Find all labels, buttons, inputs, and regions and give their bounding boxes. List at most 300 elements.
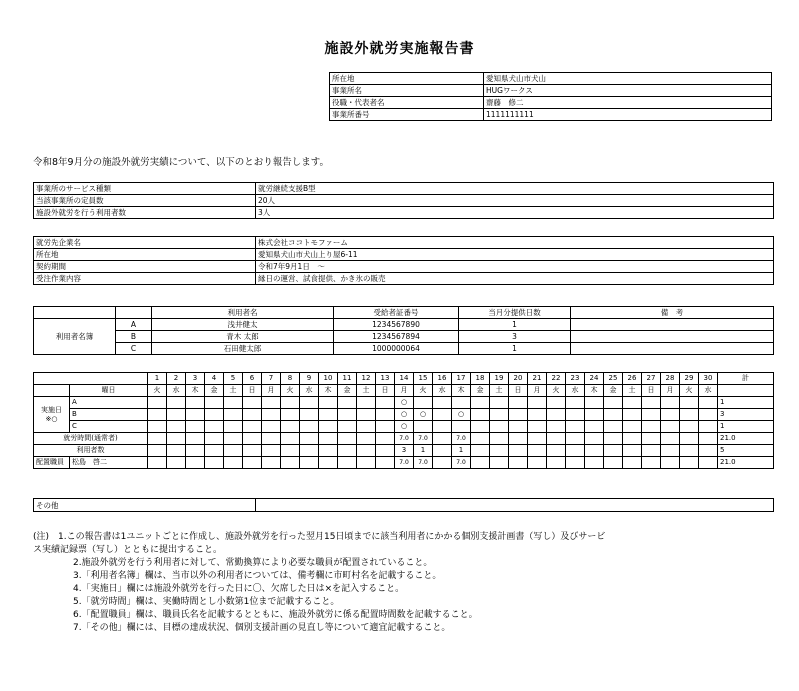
count-value: 1 <box>414 445 433 457</box>
attendance-mark <box>528 397 547 409</box>
attendance-mark <box>433 421 452 433</box>
hours-value <box>224 433 243 445</box>
staff-hours <box>376 457 395 469</box>
day-number: 9 <box>300 373 319 385</box>
user-note <box>571 343 774 355</box>
count-value <box>224 445 243 457</box>
hours-value <box>661 433 680 445</box>
attendance-mark <box>699 397 718 409</box>
count-value <box>319 445 338 457</box>
attendance-mark <box>338 421 357 433</box>
count-value <box>566 445 585 457</box>
office-label: 事業所名 <box>330 85 484 97</box>
hours-value <box>433 433 452 445</box>
note-item: 6.「配置職員」欄は、職員氏名を記載するとともに、施設外就労に係る配置時間数を記載すること。 <box>73 610 478 620</box>
hours-value <box>262 433 281 445</box>
user-days: 3 <box>459 331 571 343</box>
attendance-mark <box>186 397 205 409</box>
staff-hours <box>566 457 585 469</box>
office-value: 1111111111 <box>484 109 772 121</box>
staff-hours <box>642 457 661 469</box>
count-value <box>148 445 167 457</box>
hours-row <box>34 433 774 445</box>
day-number: 18 <box>471 373 490 385</box>
attendance-mark <box>452 397 471 409</box>
attendance-mark <box>604 397 623 409</box>
weekday: 月 <box>395 385 414 397</box>
attendance-mark <box>547 397 566 409</box>
attendance-mark <box>642 409 661 421</box>
staff-hours <box>262 457 281 469</box>
attendance-mark <box>186 409 205 421</box>
hours-value <box>243 433 262 445</box>
attendance-mark <box>642 421 661 433</box>
hours-value <box>148 433 167 445</box>
weekday: 金 <box>338 385 357 397</box>
count-value <box>623 445 642 457</box>
user-cert: 1234567894 <box>334 331 459 343</box>
page-title: 施設外就労実施報告書 <box>324 41 475 57</box>
day-number: 13 <box>376 373 395 385</box>
user-id: C <box>116 343 152 355</box>
attendance-mark <box>376 409 395 421</box>
attendance-mark <box>319 421 338 433</box>
attendance-mark <box>224 397 243 409</box>
office-value: 齋藤 修二 <box>484 97 772 109</box>
count-value <box>376 445 395 457</box>
weekday: 木 <box>319 385 338 397</box>
attendance-total: 1 <box>718 421 774 433</box>
count-value <box>262 445 281 457</box>
user-name: 石田健太郎 <box>152 343 334 355</box>
day-number: 30 <box>699 373 718 385</box>
attendance-mark <box>490 397 509 409</box>
weekday: 金 <box>604 385 623 397</box>
attendance-user-id: A <box>70 397 148 409</box>
service-row <box>34 207 774 219</box>
attendance-mark <box>414 397 433 409</box>
hours-value <box>547 433 566 445</box>
attendance-mark <box>319 409 338 421</box>
note-item: 2.施設外就労を行う利用者に対して、常勤換算により必要な職員が配置されていること。 <box>73 558 433 568</box>
hours-value <box>300 433 319 445</box>
count-value <box>186 445 205 457</box>
office-row <box>330 73 772 85</box>
weekday: 金 <box>205 385 224 397</box>
count-value <box>281 445 300 457</box>
staff-hours <box>585 457 604 469</box>
attendance-mark <box>661 397 680 409</box>
notes <box>33 531 778 635</box>
attendance-mark <box>243 409 262 421</box>
attendance-mark <box>243 421 262 433</box>
day-number: 6 <box>243 373 262 385</box>
day-number: 16 <box>433 373 452 385</box>
service-row <box>34 183 774 195</box>
cert-header: 受給者証番号 <box>334 307 459 319</box>
count-value <box>680 445 699 457</box>
staff-hours <box>490 457 509 469</box>
attendance-mark <box>357 421 376 433</box>
attendance-mark <box>262 421 281 433</box>
staff-hours <box>300 457 319 469</box>
weekday: 金 <box>471 385 490 397</box>
attendance-mark <box>509 421 528 433</box>
note-item: 7.「その他」欄には、目標の達成状況、個別支援計画の見直し等について適宜記載すること。 <box>73 623 451 633</box>
destination-label: 所在地 <box>34 249 256 261</box>
weekday: 水 <box>433 385 452 397</box>
service-value: 就労継続支援B型 <box>256 183 774 195</box>
day-number: 11 <box>338 373 357 385</box>
attendance-mark <box>585 397 604 409</box>
count-value <box>338 445 357 457</box>
attendance-mark <box>680 421 699 433</box>
calendar-day-row <box>34 373 774 385</box>
attendance-mark <box>471 409 490 421</box>
weekday: 土 <box>357 385 376 397</box>
service-label: 施設外就労を行う利用者数 <box>34 207 256 219</box>
attendance-mark <box>243 397 262 409</box>
office-label: 役職・代表者名 <box>330 97 484 109</box>
staff-hours <box>357 457 376 469</box>
count-value <box>167 445 186 457</box>
calendar-corner <box>34 373 148 385</box>
count-total: 5 <box>718 445 774 457</box>
count-value <box>205 445 224 457</box>
attendance-mark <box>224 421 243 433</box>
attendance-mark <box>547 421 566 433</box>
attendance-mark <box>623 421 642 433</box>
office-label: 所在地 <box>330 73 484 85</box>
weekday: 土 <box>623 385 642 397</box>
attendance-mark <box>300 421 319 433</box>
count-value <box>300 445 319 457</box>
note-item: 3.「利用者名簿」欄は、当市以外の利用者については、備考欄に市町村名を記載すること。 <box>73 571 442 581</box>
day-number: 22 <box>547 373 566 385</box>
hours-value <box>167 433 186 445</box>
attendance-mark <box>376 421 395 433</box>
staff-hours <box>281 457 300 469</box>
count-value <box>547 445 566 457</box>
hours-value <box>699 433 718 445</box>
hours-value: 7.0 <box>452 433 471 445</box>
count-value <box>490 445 509 457</box>
count-value <box>357 445 376 457</box>
weekday: 水 <box>566 385 585 397</box>
attendance-mark <box>148 409 167 421</box>
attendance-mark <box>224 409 243 421</box>
attendance-mark <box>699 409 718 421</box>
staff-total: 21.0 <box>718 457 774 469</box>
attendance-mark <box>357 397 376 409</box>
attendance-mark <box>471 397 490 409</box>
staff-hours <box>433 457 452 469</box>
staff-hours <box>699 457 718 469</box>
attendance-row <box>34 397 774 409</box>
day-number: 25 <box>604 373 623 385</box>
count-value: 3 <box>395 445 414 457</box>
attendance-mark <box>262 397 281 409</box>
attendance-mark <box>338 397 357 409</box>
attendance-mark <box>585 409 604 421</box>
office-row <box>330 97 772 109</box>
attendance-mark <box>471 421 490 433</box>
attendance-mark <box>167 409 186 421</box>
weekday: 月 <box>528 385 547 397</box>
day-number: 20 <box>509 373 528 385</box>
count-value <box>243 445 262 457</box>
staff-hours <box>167 457 186 469</box>
user-row <box>34 331 774 343</box>
user-days: 1 <box>459 343 571 355</box>
hours-value: 7.0 <box>395 433 414 445</box>
hours-value <box>319 433 338 445</box>
attendance-mark <box>509 409 528 421</box>
service-table <box>33 182 774 219</box>
user-note <box>571 319 774 331</box>
staff-row <box>34 457 774 469</box>
destination-value: 令和7年9月1日 ～ <box>256 261 774 273</box>
weekday: 木 <box>186 385 205 397</box>
other-label: その他 <box>34 499 256 512</box>
attendance-mark <box>357 409 376 421</box>
staff-hours <box>205 457 224 469</box>
attendance-mark <box>281 409 300 421</box>
count-value <box>509 445 528 457</box>
calendar-weekday-row <box>34 385 774 397</box>
day-number: 21 <box>528 373 547 385</box>
destination-row <box>34 273 774 285</box>
attendance-mark <box>338 409 357 421</box>
weekday: 木 <box>585 385 604 397</box>
note-1: (注) 1.この報告書は1ユニットごとに作成し、施設外就労を行った翌月15日頃までに該当利用者にかかる個別支援計画書（写し）及びサービ <box>33 532 606 542</box>
office-row <box>330 109 772 121</box>
day-number: 29 <box>680 373 699 385</box>
intro-text: 令和8年9月分の施設外就労実績について、以下のとおり報告します。 <box>33 157 329 168</box>
user-cert: 1234567890 <box>334 319 459 331</box>
attendance-mark <box>623 409 642 421</box>
attendance-mark <box>604 421 623 433</box>
user-name: 青木 太郎 <box>152 331 334 343</box>
user-id: B <box>116 331 152 343</box>
staff-hours <box>148 457 167 469</box>
attendance-mark: ○ <box>395 397 414 409</box>
count-value <box>433 445 452 457</box>
attendance-total: 1 <box>718 397 774 409</box>
destination-row <box>34 237 774 249</box>
note-item: 5.「就労時間」欄は、実働時間とし小数第1位まで記載すること。 <box>73 597 340 607</box>
attendance-mark: ○ <box>452 409 471 421</box>
attendance-mark <box>148 421 167 433</box>
total-header: 計 <box>718 373 774 385</box>
office-value: HUGワークス <box>484 85 772 97</box>
destination-value: 株式会社ココトモファーム <box>256 237 774 249</box>
attendance-mark <box>205 421 224 433</box>
attendance-row <box>34 421 774 433</box>
hours-value <box>680 433 699 445</box>
weekday: 火 <box>680 385 699 397</box>
attendance-mark <box>585 421 604 433</box>
weekday: 日 <box>376 385 395 397</box>
day-number: 17 <box>452 373 471 385</box>
hours-value <box>490 433 509 445</box>
weekday: 水 <box>300 385 319 397</box>
count-value <box>699 445 718 457</box>
staff-hours: 7.0 <box>452 457 471 469</box>
day-number: 5 <box>224 373 243 385</box>
staff-hours <box>680 457 699 469</box>
note-1-cont: ス実績記録票（写し）とともに提出すること。 <box>33 545 223 555</box>
attendance-mark <box>376 397 395 409</box>
staff-hours <box>224 457 243 469</box>
hours-total: 21.0 <box>718 433 774 445</box>
weekday: 水 <box>699 385 718 397</box>
attendance-mark <box>642 397 661 409</box>
staff-name: 松島 啓二 <box>70 457 148 469</box>
office-value: 愛知県犬山市犬山 <box>484 73 772 85</box>
staff-hours <box>547 457 566 469</box>
attendance-calendar <box>33 372 774 469</box>
day-number: 26 <box>623 373 642 385</box>
weekday-total <box>718 385 774 397</box>
attendance-mark <box>661 409 680 421</box>
destination-value: 縁日の運営、試食提供、かき氷の販売 <box>256 273 774 285</box>
weekday: 木 <box>452 385 471 397</box>
destination-label: 契約期間 <box>34 261 256 273</box>
other-value <box>256 499 774 512</box>
destination-table <box>33 236 774 285</box>
attendance-mark <box>680 397 699 409</box>
day-number: 7 <box>262 373 281 385</box>
weekday: 月 <box>661 385 680 397</box>
note-header: 備 考 <box>571 307 774 319</box>
staff-hours <box>661 457 680 469</box>
hours-value <box>585 433 604 445</box>
users-table <box>33 306 774 355</box>
attendance-mark <box>148 397 167 409</box>
hours-value <box>604 433 623 445</box>
day-number: 19 <box>490 373 509 385</box>
attendance-mark <box>509 397 528 409</box>
office-row <box>330 85 772 97</box>
day-number: 27 <box>642 373 661 385</box>
office-label: 事業所番号 <box>330 109 484 121</box>
attendance-mark <box>490 409 509 421</box>
count-value <box>604 445 623 457</box>
hours-value <box>357 433 376 445</box>
attendance-mark <box>566 421 585 433</box>
service-label: 当該事業所の定員数 <box>34 195 256 207</box>
attendance-mark <box>433 397 452 409</box>
user-row <box>34 343 774 355</box>
hours-label: 就労時間(通常者) <box>34 433 148 445</box>
count-row <box>34 445 774 457</box>
hours-value <box>471 433 490 445</box>
hours-value <box>509 433 528 445</box>
attendance-mark <box>661 421 680 433</box>
day-number: 14 <box>395 373 414 385</box>
attendance-label: 実施日 ※○ <box>34 397 70 433</box>
service-row <box>34 195 774 207</box>
attendance-mark <box>319 397 338 409</box>
attendance-mark <box>281 421 300 433</box>
count-value <box>585 445 604 457</box>
user-note <box>571 331 774 343</box>
attendance-mark <box>300 409 319 421</box>
day-number: 28 <box>661 373 680 385</box>
hours-value: 7.0 <box>414 433 433 445</box>
staff-hours <box>509 457 528 469</box>
other-table <box>33 498 774 512</box>
user-id: A <box>116 319 152 331</box>
attendance-mark <box>262 409 281 421</box>
user-name-header: 利用者名 <box>152 307 334 319</box>
count-value <box>528 445 547 457</box>
hours-value <box>338 433 357 445</box>
day-number: 3 <box>186 373 205 385</box>
day-number: 24 <box>585 373 604 385</box>
staff-hours <box>243 457 262 469</box>
attendance-mark <box>490 421 509 433</box>
attendance-mark <box>167 397 186 409</box>
hours-value <box>205 433 224 445</box>
destination-label: 就労先企業名 <box>34 237 256 249</box>
service-value: 20人 <box>256 195 774 207</box>
hours-value <box>186 433 205 445</box>
attendance-mark <box>623 397 642 409</box>
weekday: 土 <box>490 385 509 397</box>
user-name: 浅井健太 <box>152 319 334 331</box>
attendance-user-id: C <box>70 421 148 433</box>
attendance-mark <box>414 421 433 433</box>
day-number: 1 <box>148 373 167 385</box>
staff-hours <box>338 457 357 469</box>
day-number: 10 <box>319 373 338 385</box>
service-value: 3人 <box>256 207 774 219</box>
users-header-row <box>34 307 774 319</box>
attendance-mark: ○ <box>414 409 433 421</box>
days-header: 当月分提供日数 <box>459 307 571 319</box>
hours-value <box>566 433 585 445</box>
weekday: 火 <box>414 385 433 397</box>
day-number: 15 <box>414 373 433 385</box>
staff-hours <box>604 457 623 469</box>
day-number: 4 <box>205 373 224 385</box>
count-value <box>642 445 661 457</box>
weekday: 月 <box>262 385 281 397</box>
hours-value <box>642 433 661 445</box>
weekday: 日 <box>243 385 262 397</box>
day-number: 8 <box>281 373 300 385</box>
weekday: 火 <box>148 385 167 397</box>
weekday: 日 <box>642 385 661 397</box>
count-value <box>661 445 680 457</box>
staff-hours <box>471 457 490 469</box>
note-item: 4.「実施日」欄には施設外就労を行った日に〇、欠席した日は×を記入すること。 <box>73 584 405 594</box>
weekday: 日 <box>509 385 528 397</box>
day-number: 23 <box>566 373 585 385</box>
attendance-mark <box>205 397 224 409</box>
weekday-spacer <box>34 385 70 397</box>
service-label: 事業所のサービス種類 <box>34 183 256 195</box>
attendance-row <box>34 409 774 421</box>
hours-value <box>281 433 300 445</box>
attendance-mark <box>528 409 547 421</box>
staff-hours <box>319 457 338 469</box>
attendance-mark <box>680 409 699 421</box>
attendance-mark <box>167 421 186 433</box>
weekday: 火 <box>547 385 566 397</box>
